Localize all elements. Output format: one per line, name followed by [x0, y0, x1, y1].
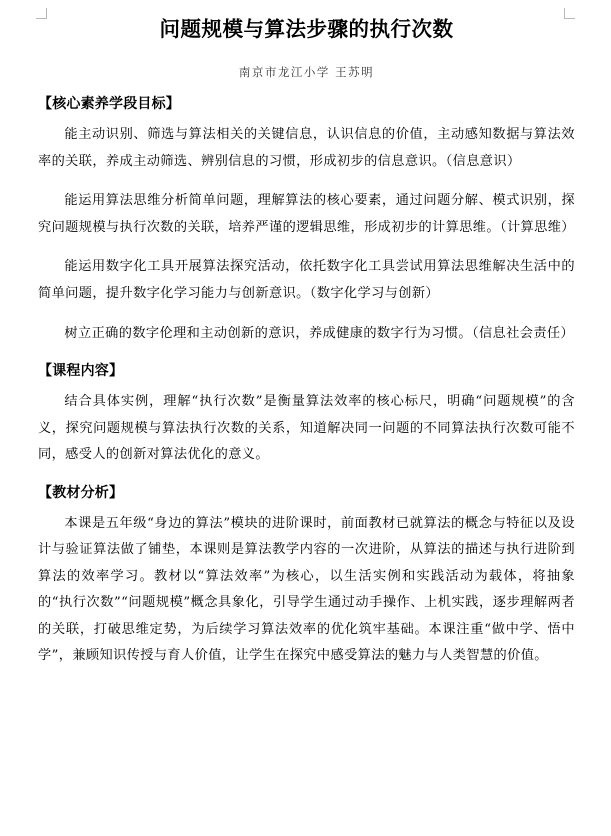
section-heading: 【核心素养学段目标】: [38, 96, 180, 112]
section-heading: 【课程内容】: [38, 363, 124, 380]
paragraph: 能主动识别、筛选与算法相关的关键信息，认识信息的价值，主动感知数据与算法效率的关联，养成主动筛选、辨别信息的习惯，形成初步的信息意识。（信息意识）: [38, 127, 575, 169]
document-page: [38, 14, 575, 683]
paragraph: 结合具体实例，理解“执行次数”是衡量算法效率的核心标尺，明确“问题规模”的含义，探究问题规模与算法执行次数的关系，知道解决同一问题的不同算法执行次数可能不同，感受人的创新对算法优化的意义。: [38, 394, 575, 463]
section-core-goals: [38, 94, 575, 347]
paragraph: 能运用算法思维分析简单问题，理解算法的核心要素，通过问题分解、模式识别，探究问题规模与执行次数的关联，培养严谨的逻辑思维，形成初步的计算思维。（计算思维）: [38, 193, 575, 235]
author-line: 南京市龙江小学 王苏明: [238, 65, 375, 79]
paragraph: 能运用数字化工具开展算法探究活动，依托数字化工具尝试用算法思维解决生活中的简单问题，提升数字化学习能力与创新意识。（数字化学习与创新）: [38, 259, 575, 301]
section-textbook-analysis: [38, 483, 575, 670]
document-title: 问题规模与算法步骤的执行次数: [159, 17, 454, 41]
section-heading: 【教材分析】: [38, 484, 124, 501]
paragraph: 树立正确的数字伦理和主动创新的意识，养成健康的数字行为习惯。（信息社会责任）: [64, 325, 575, 341]
section-course-content: [38, 361, 575, 469]
paragraph: 本课是五年级“身边的算法”模块的进阶课时，前面教材已就算法的概念与特征以及设计与验证算法做了铺垫，本课则是算法教学内容的一次进阶，从算法的描述与执行进阶到算法的效率学习。教材以“算法效率”为核心，以生活实例和实践活动为载体，将抽象的“执行次数”“问题规模”概念具象化，引导学生通过动手操作、上机实践，逐步理解两者的关联，打破思维定势，为后续学习算法效率的优化筑牢基础。本课注重“做中学、悟中学”，兼顾知识传授与育人价值，让学生在探究中感受算法的魅力与人类智慧的价值。: [38, 515, 575, 664]
